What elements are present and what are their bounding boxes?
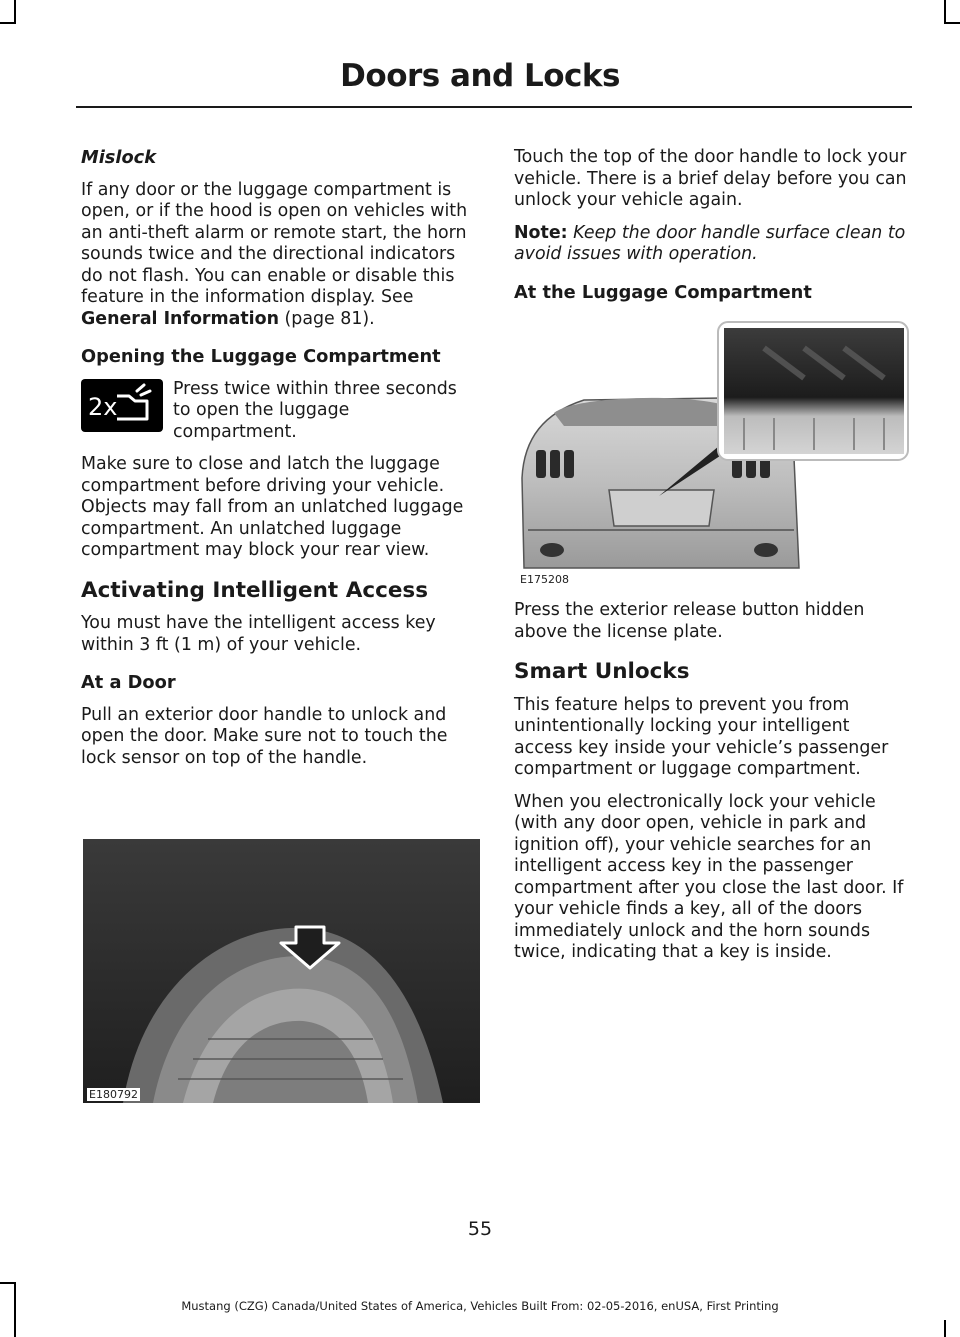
crop-mark <box>0 22 16 24</box>
right-column-lower <box>514 600 910 975</box>
note-label: Note: <box>514 222 568 243</box>
press-twice-row <box>81 379 479 444</box>
page-title: Doors and Locks <box>340 58 620 94</box>
car-rear-illustration <box>514 318 910 590</box>
mislock-body-b: (page 81). <box>278 308 375 329</box>
figure-code: E175208 <box>520 573 569 586</box>
at-a-door-heading: At a Door <box>81 672 176 693</box>
press-twice-text: Press twice within three seconds to open the luggage compartment. <box>173 378 457 442</box>
crop-mark <box>944 1320 946 1337</box>
smart-text-2: When you electronically lock your vehicle (with any door open, vehicle in park and ignition off), your vehicle searches for an intelligent access key in the passenger compartment after you close the last door. If your vehicle finds a key, all of the doors immediately unlock and the horn sounds twice, indicating that a key is inside. <box>514 791 904 962</box>
car-rear-figure <box>514 318 910 590</box>
figure-code: E180792 <box>89 1088 138 1101</box>
left-column <box>81 147 479 780</box>
luggage-compartment-heading: At the Luggage Compartment <box>514 281 812 303</box>
icon-2x-label: 2x <box>88 392 118 421</box>
page-number: 55 <box>467 1218 493 1240</box>
header-rule <box>76 106 912 108</box>
touch-text: Touch the top of the door handle to lock your vehicle. There is a brief delay before you can unlock your vehicle again. <box>514 147 907 210</box>
general-information-link[interactable]: General Information <box>81 308 279 329</box>
mislock-heading: Mislock <box>81 147 157 168</box>
crop-mark <box>14 0 16 24</box>
crop-mark <box>944 22 960 24</box>
latch-text: Make sure to close and latch the luggage compartment before driving your vehicle. Objects may fall from an unlatched luggage compartment. An unlatched luggage compartment may block your rear view. <box>81 454 464 560</box>
trunk-release-icon <box>81 379 163 432</box>
crop-mark <box>0 1282 16 1284</box>
right-column <box>514 147 910 314</box>
note-text: Keep the door handle surface clean to avoid issues with operation. <box>514 222 906 264</box>
note-paragraph <box>514 223 910 266</box>
smart-text-1: This feature helps to prevent you from unintentionally locking your intelligent access key inside your vehicle’s passenger compartment or luggage compartment. <box>514 694 889 779</box>
door-handle-illustration <box>83 839 480 1103</box>
activating-text: You must have the intelligent access key within 3 ft (1 m) of your vehicle. <box>81 613 436 655</box>
release-text: Press the exterior release button hidden above the license plate. <box>514 600 865 642</box>
crop-mark <box>944 0 946 24</box>
smart-unlocks-heading: Smart Unlocks <box>514 659 690 684</box>
mislock-body-a: If any door or the luggage compartment is open, or if the hood is open on vehicles with an anti-theft alarm or remote start, the horn sounds twice and the directional indicators do not flash. You can enable or disable this feature in the information display. See <box>81 179 468 307</box>
door-text: Pull an exterior door handle to unlock and open the door. Make sure not to touch the lock sensor on top of the handle. <box>81 704 448 768</box>
mislock-paragraph <box>81 180 479 331</box>
opening-luggage-heading: Opening the Luggage Compartment <box>81 346 441 367</box>
footer-text: Mustang (CZG) Canada/United States of America, Vehicles Built From: 02-05-2016, enUSA, First Printing <box>181 1299 779 1313</box>
activating-heading: Activating Intelligent Access <box>81 577 429 603</box>
door-handle-figure <box>83 839 480 1103</box>
